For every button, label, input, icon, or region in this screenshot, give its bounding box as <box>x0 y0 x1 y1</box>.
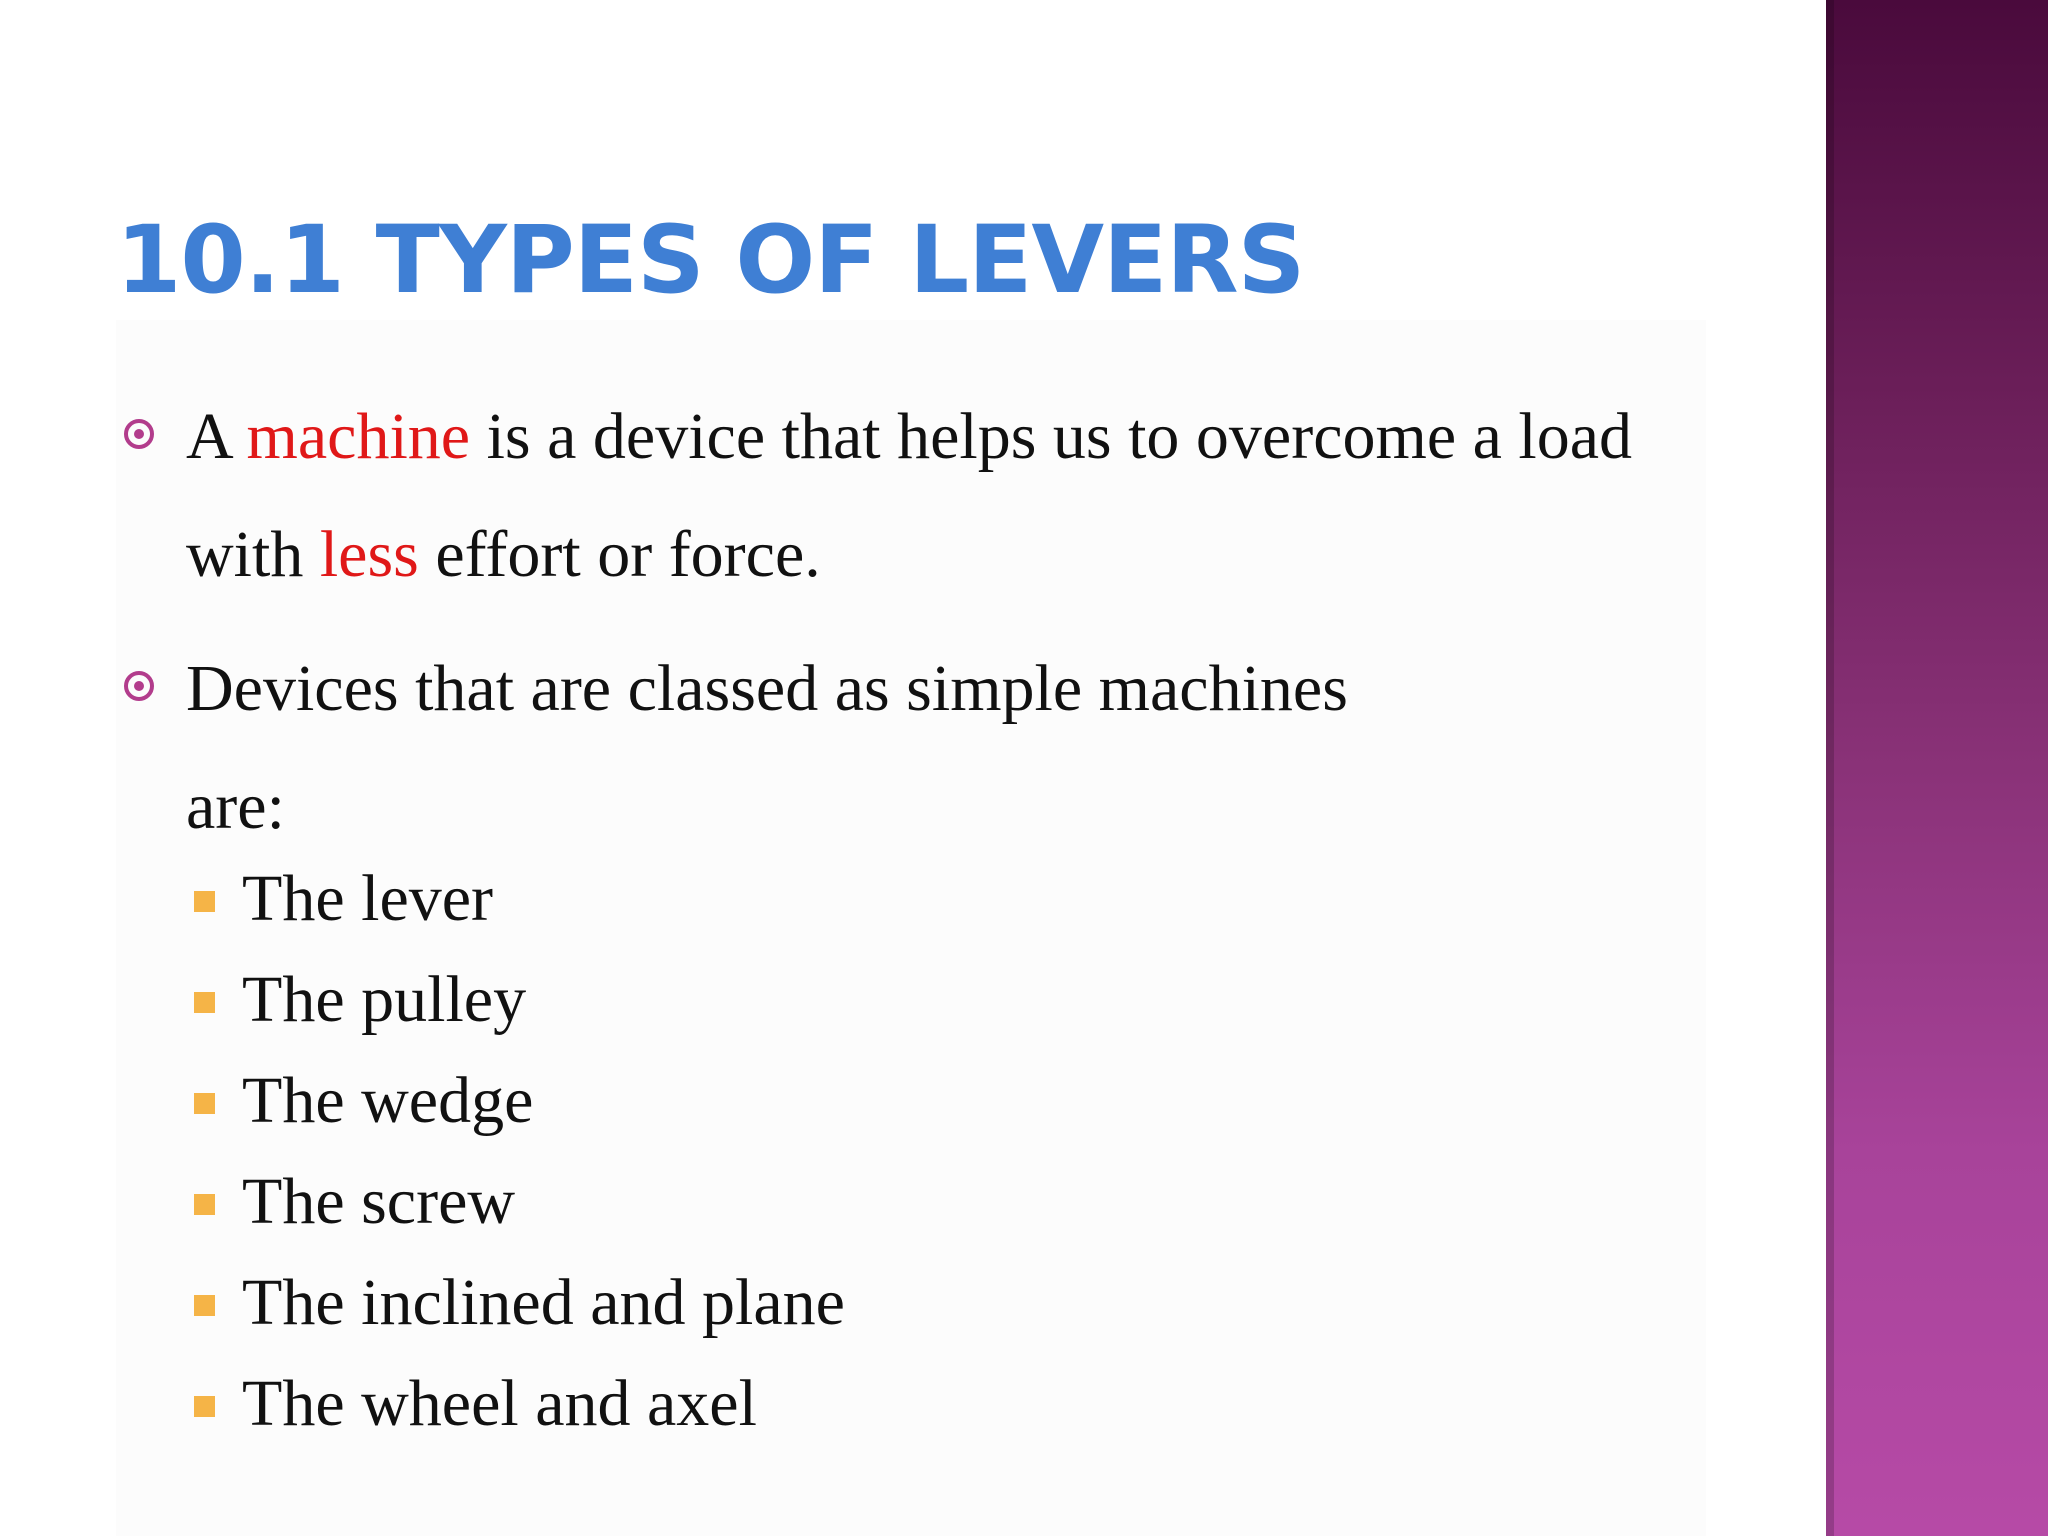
list-item <box>190 1151 845 1252</box>
square-icon <box>194 1194 215 1215</box>
decorative-side-band <box>1826 0 2048 1536</box>
square-icon <box>194 992 215 1013</box>
square-icon <box>194 1396 215 1417</box>
list-item <box>190 949 845 1050</box>
bullet-text-part: A <box>186 400 247 473</box>
slide-title: 10.1 TYPES OF LEVERS <box>116 206 1305 315</box>
list-item-label: The wedge <box>242 1064 534 1137</box>
bullet-text <box>186 378 1684 614</box>
list-item-label: The inclined and plane <box>242 1266 845 1339</box>
list-item-label: The pulley <box>242 963 527 1036</box>
bullet-text-part: is a device that helps us to overcome a load with <box>186 400 1633 591</box>
simple-machines-list <box>190 848 845 1454</box>
circled-dot-icon <box>124 671 154 701</box>
square-icon <box>194 1295 215 1316</box>
list-item <box>190 1353 845 1454</box>
square-icon <box>194 1093 215 1114</box>
list-item-label: The lever <box>242 862 494 935</box>
list-item-label: The wheel and axel <box>242 1367 757 1440</box>
circled-dot-icon <box>124 419 154 449</box>
bullet-machine-definition <box>124 378 1684 614</box>
bullet-text-part: effort or force. <box>418 518 821 591</box>
square-icon <box>194 891 215 912</box>
list-item <box>190 1050 845 1151</box>
list-item <box>190 1252 845 1353</box>
highlight-machine: machine <box>246 400 471 473</box>
list-item-label: The screw <box>242 1165 516 1238</box>
bullet-simple-machines <box>124 630 1684 866</box>
bullet-text: Devices that are classed as simple machines are: <box>186 652 1348 843</box>
list-item <box>190 848 845 949</box>
highlight-less: less <box>319 518 419 591</box>
